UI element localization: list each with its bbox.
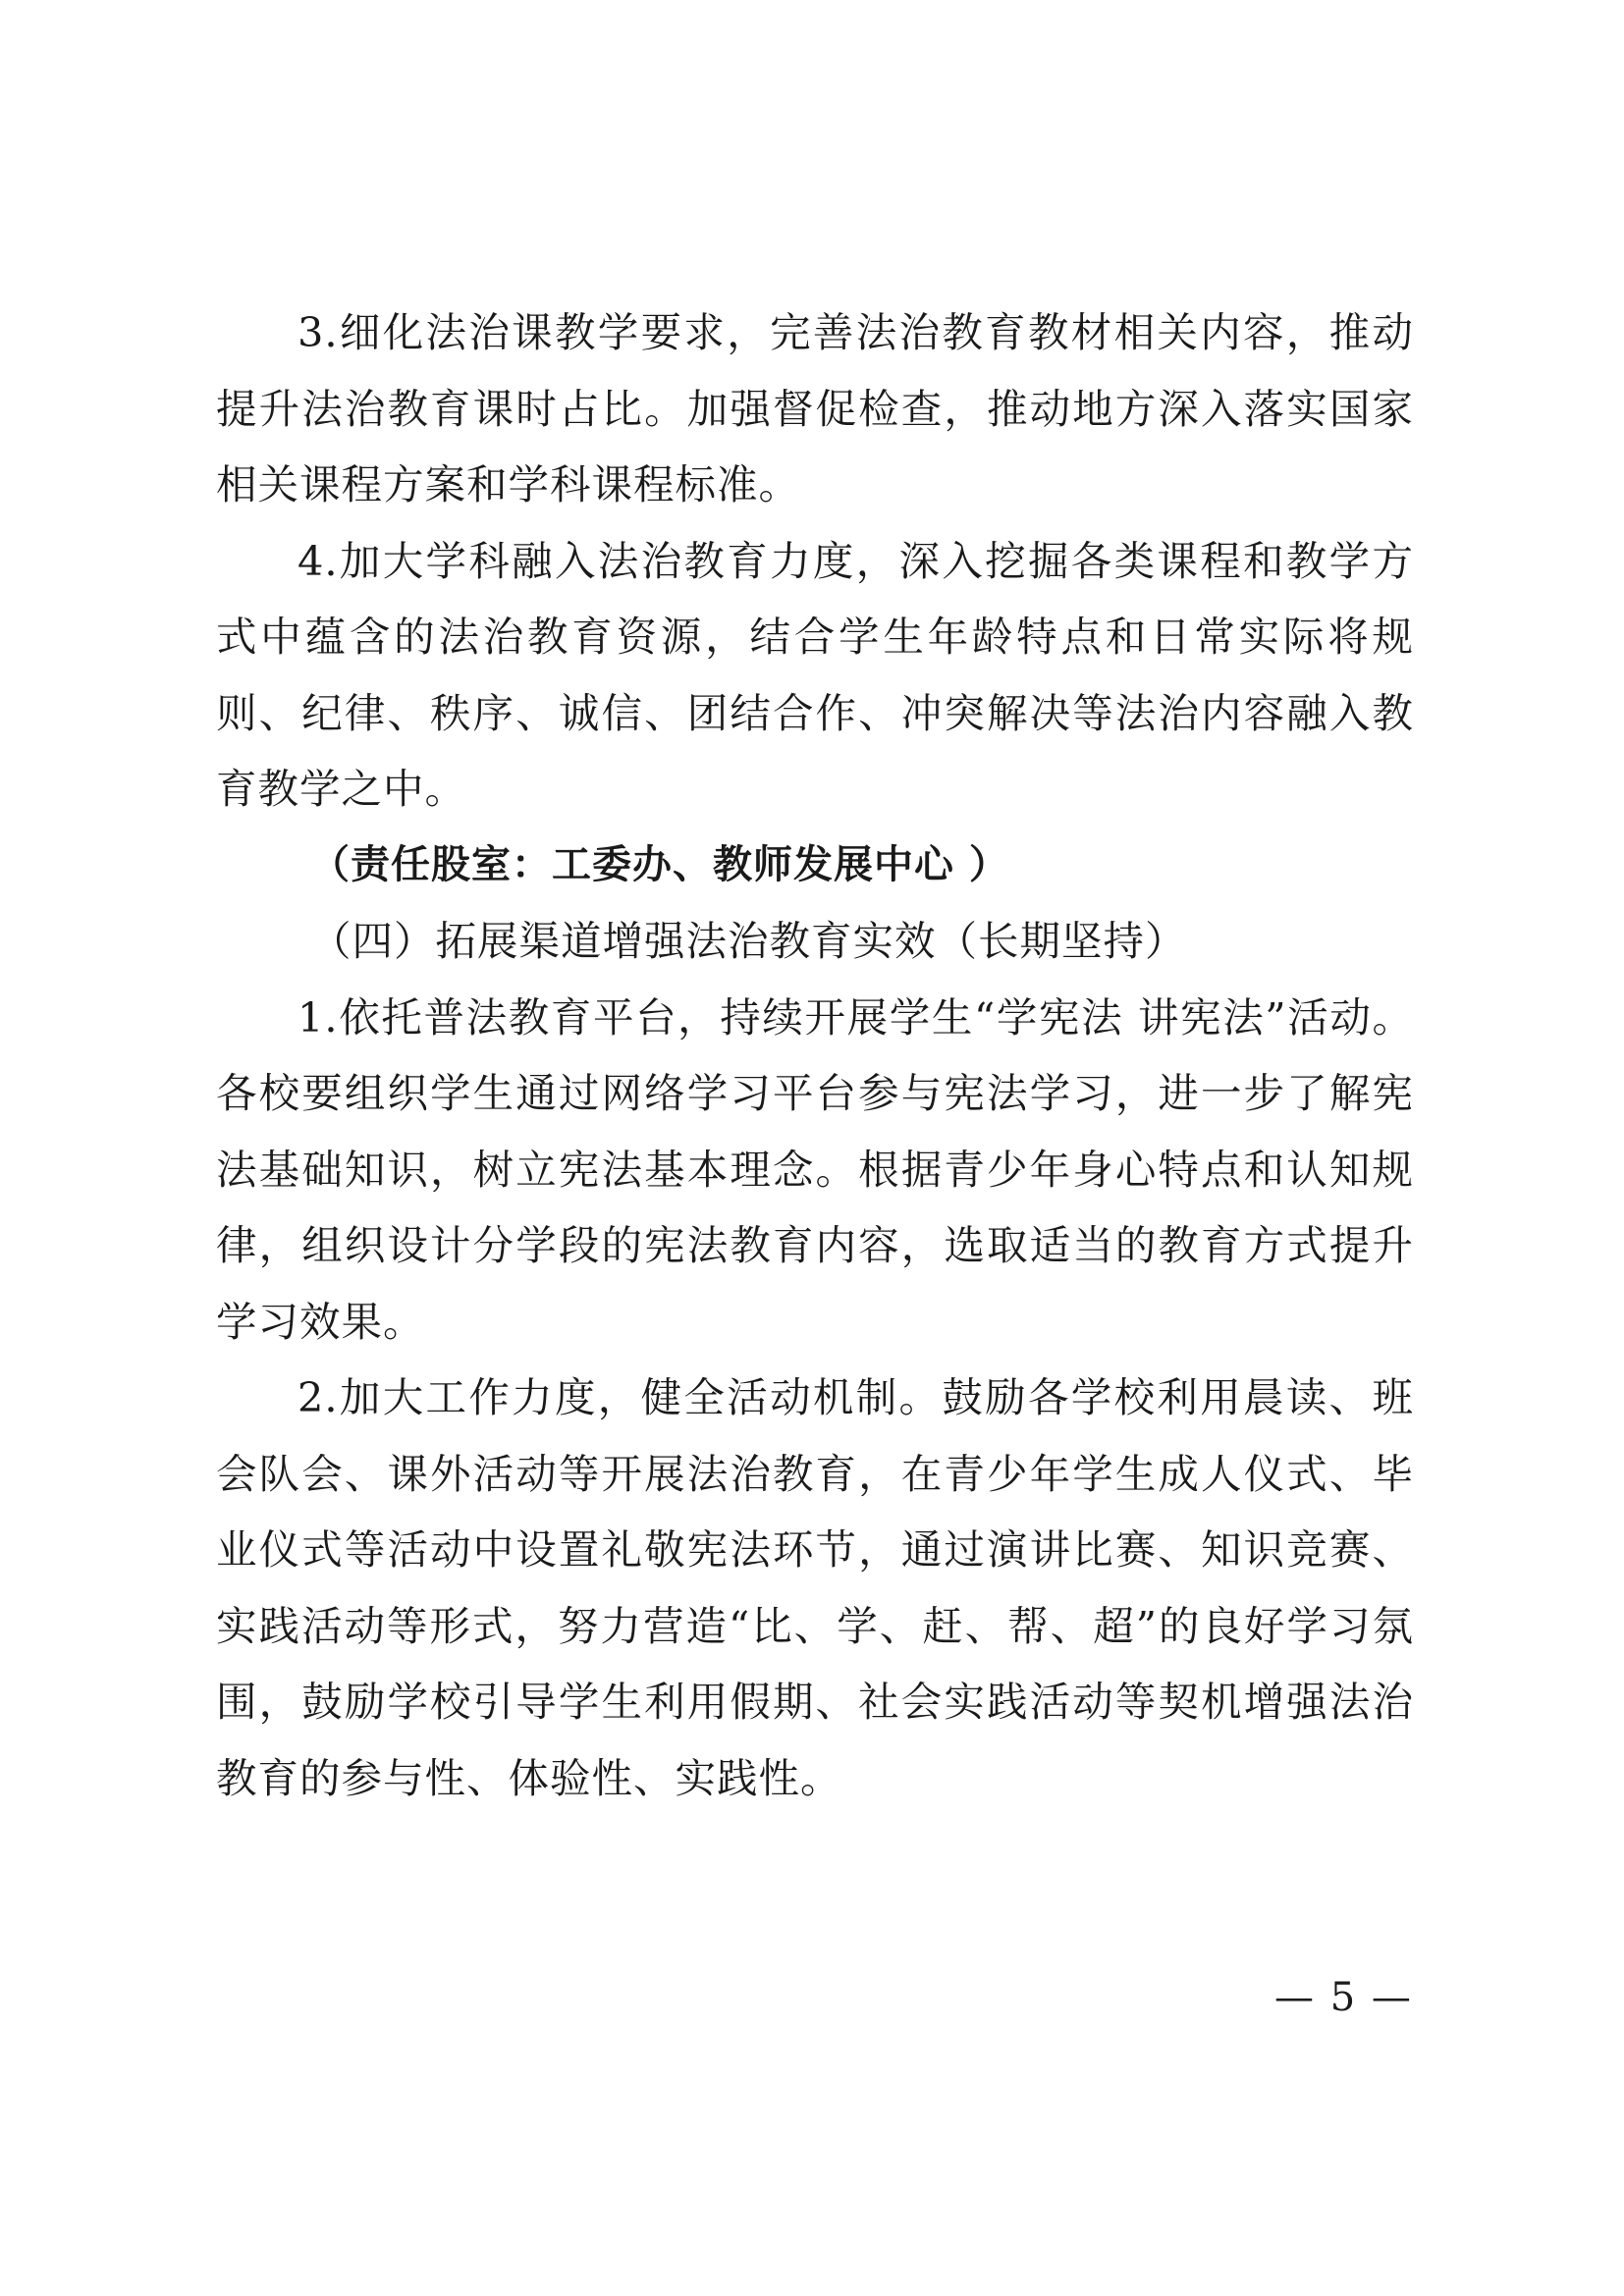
paragraph-item-4: 4.加大学科融入法治教育力度，深入挖掘各类课程和教学方式中蕴含的法治教育资源，结合学生年龄特点和日常实际将规则、纪律、秩序、诚信、团结合作、冲突解决等法治内容融入教育教学之中。 bbox=[216, 536, 1414, 813]
page-number: — 5 — bbox=[1274, 1975, 1413, 2020]
section-heading: （四）拓展渠道增强法治教育实效（长期坚持） bbox=[310, 917, 1187, 965]
paragraph-item-3: 3.细化法治课教学要求，完善法治教育教材相关内容，推动提升法治教育课时占比。加强督促检查，推动地方深入落实国家相关课程方案和学科课程标准。 bbox=[216, 308, 1414, 508]
document-body bbox=[216, 294, 1414, 1816]
paragraph-item-2: 2.加大工作力度，健全活动机制。鼓励各学校利用晨读、班会队会、课外活动等开展法治教育，在青少年学生成人仪式、毕业仪式等活动中设置礼敬宪法环节，通过演讲比赛、知识竞赛、实践活动等形式，努力营造“比、学、赶、帮、超”的良好学习氛围，鼓励学校引导学生利用假期、社会实践活动等契机增强法治教育的参与性、体验性、实践性。 bbox=[216, 1373, 1414, 1802]
paragraph-item-1: 1.依托普法教育平台，持续开展学生“学宪法 讲宪法”活动。各校要组织学生通过网络学习平台参与宪法学习，进一步了解宪法基础知识，树立宪法基本理念。根据青少年身心特点和认知规律，组织设计分学段的宪法教育内容，选取适当的教育方式提升学习效果。 bbox=[216, 992, 1414, 1346]
responsibility-note: （责任股室：工委办、教师发展中心 ） bbox=[310, 841, 1009, 887]
